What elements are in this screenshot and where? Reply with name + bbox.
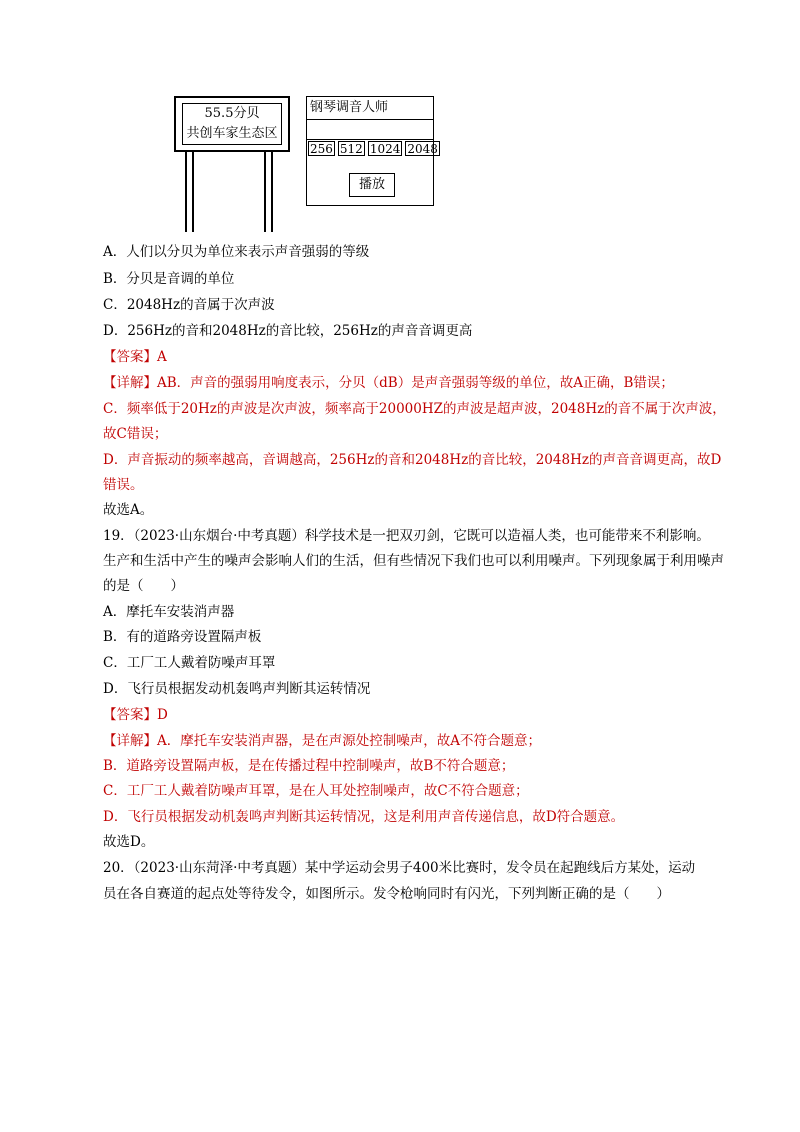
q18-answer: 【答案】A: [103, 349, 167, 365]
sound-figure: [172, 94, 438, 234]
q18-explain-4: D．声音振动的频率越高，音调越高，256Hz的音和2048Hz的音比较，2048Hz的声音音调更高，故D: [103, 452, 722, 468]
q18-conclusion: 故选A。: [103, 502, 154, 518]
q18-option-d: D．256Hz的音和2048Hz的音比较，256Hz的声音音调更高: [103, 323, 473, 339]
freq-256: 256: [310, 142, 333, 156]
freq-1024: 1024: [369, 142, 401, 156]
sign-slogan: 共创车家生态区: [186, 126, 278, 141]
sign-pole-left: [185, 152, 187, 232]
q19-explain-4: D．飞行员根据发动机轰鸣声判断其运转情况，这是利用声音传递信息，故D符合题意。: [103, 809, 625, 825]
q19-conclusion: 故选D。: [103, 834, 155, 850]
q19-stem-3: 的是（ ）: [103, 578, 184, 594]
decibel-sign-face: [182, 103, 282, 145]
q19-stem-1: 19．（2023·山东烟台·中考真题）科学技术是一把双刃剑，它既可以造福人类，也可能带来不利影响。: [103, 528, 710, 544]
q19-option-c: C．工厂工人戴着防噪声耳罩: [103, 655, 276, 671]
q18-explain-5: 错误。: [103, 477, 144, 493]
q18-option-a: A．人们以分贝为单位来表示声音强弱的等级: [103, 244, 370, 260]
decibel-sign: [174, 96, 290, 152]
q18-option-b: B．分贝是音调的单位: [103, 271, 235, 287]
sign-pole-left-inner: [192, 152, 194, 232]
q20-stem-2: 员在各自赛道的起点处等待发令，如图所示。发令枪响同时有闪光，下列判断正确的是（ ）: [103, 886, 670, 902]
freq-2048: 2048: [407, 142, 438, 156]
panel-title: 钢琴调音人师: [307, 97, 433, 120]
q19-option-a: A．摩托车安装消声器: [103, 604, 235, 620]
decibel-reading: 55.5分贝: [204, 106, 260, 121]
sign-pole-right: [271, 152, 273, 232]
q19-option-d: D．飞行员根据发动机轰鸣声判断其运转情况: [103, 681, 371, 697]
q20-stem-1: 20．（2023·山东菏泽·中考真题）某中学运动会男子400米比赛时，发令员在起跑线后方某处，运动: [103, 860, 696, 876]
panel-divider: [307, 139, 433, 140]
sign-pole-right-inner: [264, 152, 266, 232]
q18-explain-1: 【详解】AB．声音的强弱用响度表示，分贝（dB）是声音强弱等级的单位，故A正确，B错误；: [103, 375, 674, 391]
play-button: 播放: [349, 173, 395, 197]
q19-answer: 【答案】D: [103, 707, 168, 723]
q19-explain-2: B．道路旁设置隔声板，是在传播过程中控制噪声，故B不符合题意；: [103, 758, 515, 774]
q19-explain-1: 【详解】A．摩托车安装消声器，是在声源处控制噪声，故A不符合题意；: [103, 733, 541, 749]
freq-512: 512: [339, 142, 363, 156]
q19-option-b: B．有的道路旁设置隔声板: [103, 629, 262, 645]
q19-stem-2: 生产和生活中产生的噪声会影响人们的生活，但有些情况下我们也可以利用噪声。下列现象属于利用噪声: [103, 553, 724, 569]
frequency-buttons: [307, 141, 438, 156]
piano-tuner-panel: [306, 96, 438, 206]
q19-explain-3: C．工厂工人戴着防噪声耳罩，是在人耳处控制噪声，故C不符合题意；: [103, 783, 529, 799]
q18-explain-3: 故C错误；: [103, 426, 168, 442]
q18-explain-2: C．频率低于20Hz的声波是次声波，频率高于20000HZ的声波是超声波，2048Hz的音不属于次声波，: [103, 401, 726, 417]
q18-option-c: C．2048Hz的音属于次声波: [103, 297, 275, 313]
